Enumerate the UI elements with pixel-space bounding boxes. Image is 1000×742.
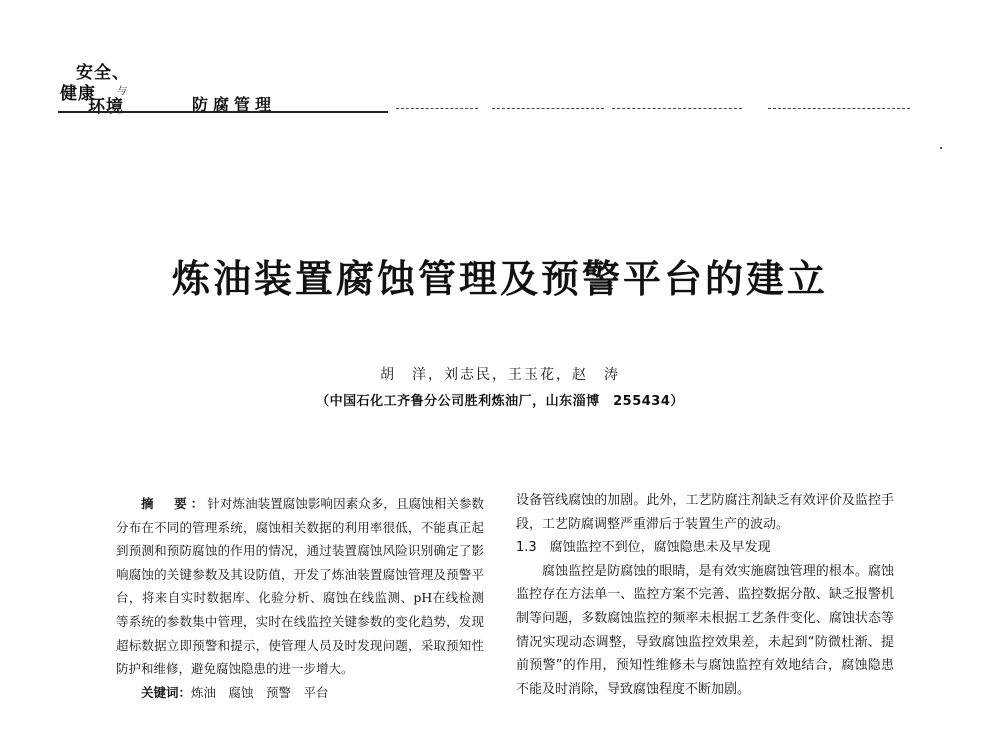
header-rule-dash	[396, 108, 478, 109]
logo-mark: 与	[116, 86, 126, 97]
body-column	[516, 489, 894, 701]
abstract-label: 摘 要：	[141, 496, 208, 511]
section-name: 防腐管理	[192, 95, 277, 114]
abstract-text: 针对炼油装置腐蚀影响因素众多，且腐蚀相关参数分布在不同的管理系统，腐蚀相关数据的利用率很低，不能真正起到预测和预防腐蚀的作用的情况，通过装置腐蚀风险识别确定了影响腐蚀的关键参数及其设防值，开发了炼油装置腐蚀管理及预警平台，将来自实时数据库、化验分析、腐蚀在线监测、pH在线检测等系统的参数集中管理，实时在线监控关键参数的变化趋势，发现超标数据立即预警和提示，使管理人员及时发现问题，采取预知性防护和维修，避免腐蚀隐患的进一步增大。	[116, 496, 484, 677]
header-rule-dash	[768, 108, 910, 109]
article-affiliation: （中国石化工齐鲁分公司胜利炼油厂，山东淄博 255434）	[316, 394, 684, 409]
logo-line-environment: 环境	[88, 97, 124, 117]
article-title: 炼油装置腐蚀管理及预警平台的建立	[171, 256, 828, 301]
body-paragraph-continued: 设备管线腐蚀的加剧。此外，工艺防腐注剂缺乏有效评价及监控手段，工艺防腐调整严重滞后于装置生产的波动。	[516, 493, 894, 532]
logo-line-safety: 安全、	[76, 63, 130, 83]
abstract-paragraph	[116, 492, 484, 681]
keywords-label: 关键词：	[141, 684, 192, 700]
abstract-column	[116, 492, 484, 704]
header-rule-dash	[612, 108, 742, 109]
journal-logo	[58, 58, 148, 117]
section-heading: 1.3 腐蚀监控不到位，腐蚀隐患未及早发现	[516, 540, 771, 556]
article-authors: 胡 洋，刘志民，王玉花，赵 涛	[380, 367, 620, 383]
header-rule	[58, 111, 388, 113]
keywords-text: 炼油 腐蚀 预警 平台	[191, 684, 329, 700]
logo-line-health: 健康	[60, 84, 96, 104]
keywords-line	[116, 681, 484, 705]
header-rule-dash	[492, 108, 604, 109]
body-paragraph: 腐蚀监控是防腐蚀的眼睛，是有效实施腐蚀管理的根本。腐蚀监控存在方法单一、监控方案不完善、监控数据分散、缺乏报警机制等问题，多数腐蚀监控的频率未根据工艺条件变化、腐蚀状态等情况实现动态调整，导致腐蚀监控效果差，未起到“防微杜渐、提前预警”的作用，预知性维修未与腐蚀监控有效地结合，腐蚀隐患不能及时消除，导致腐蚀程度不断加剧。	[516, 563, 894, 697]
scan-speck	[940, 147, 942, 149]
